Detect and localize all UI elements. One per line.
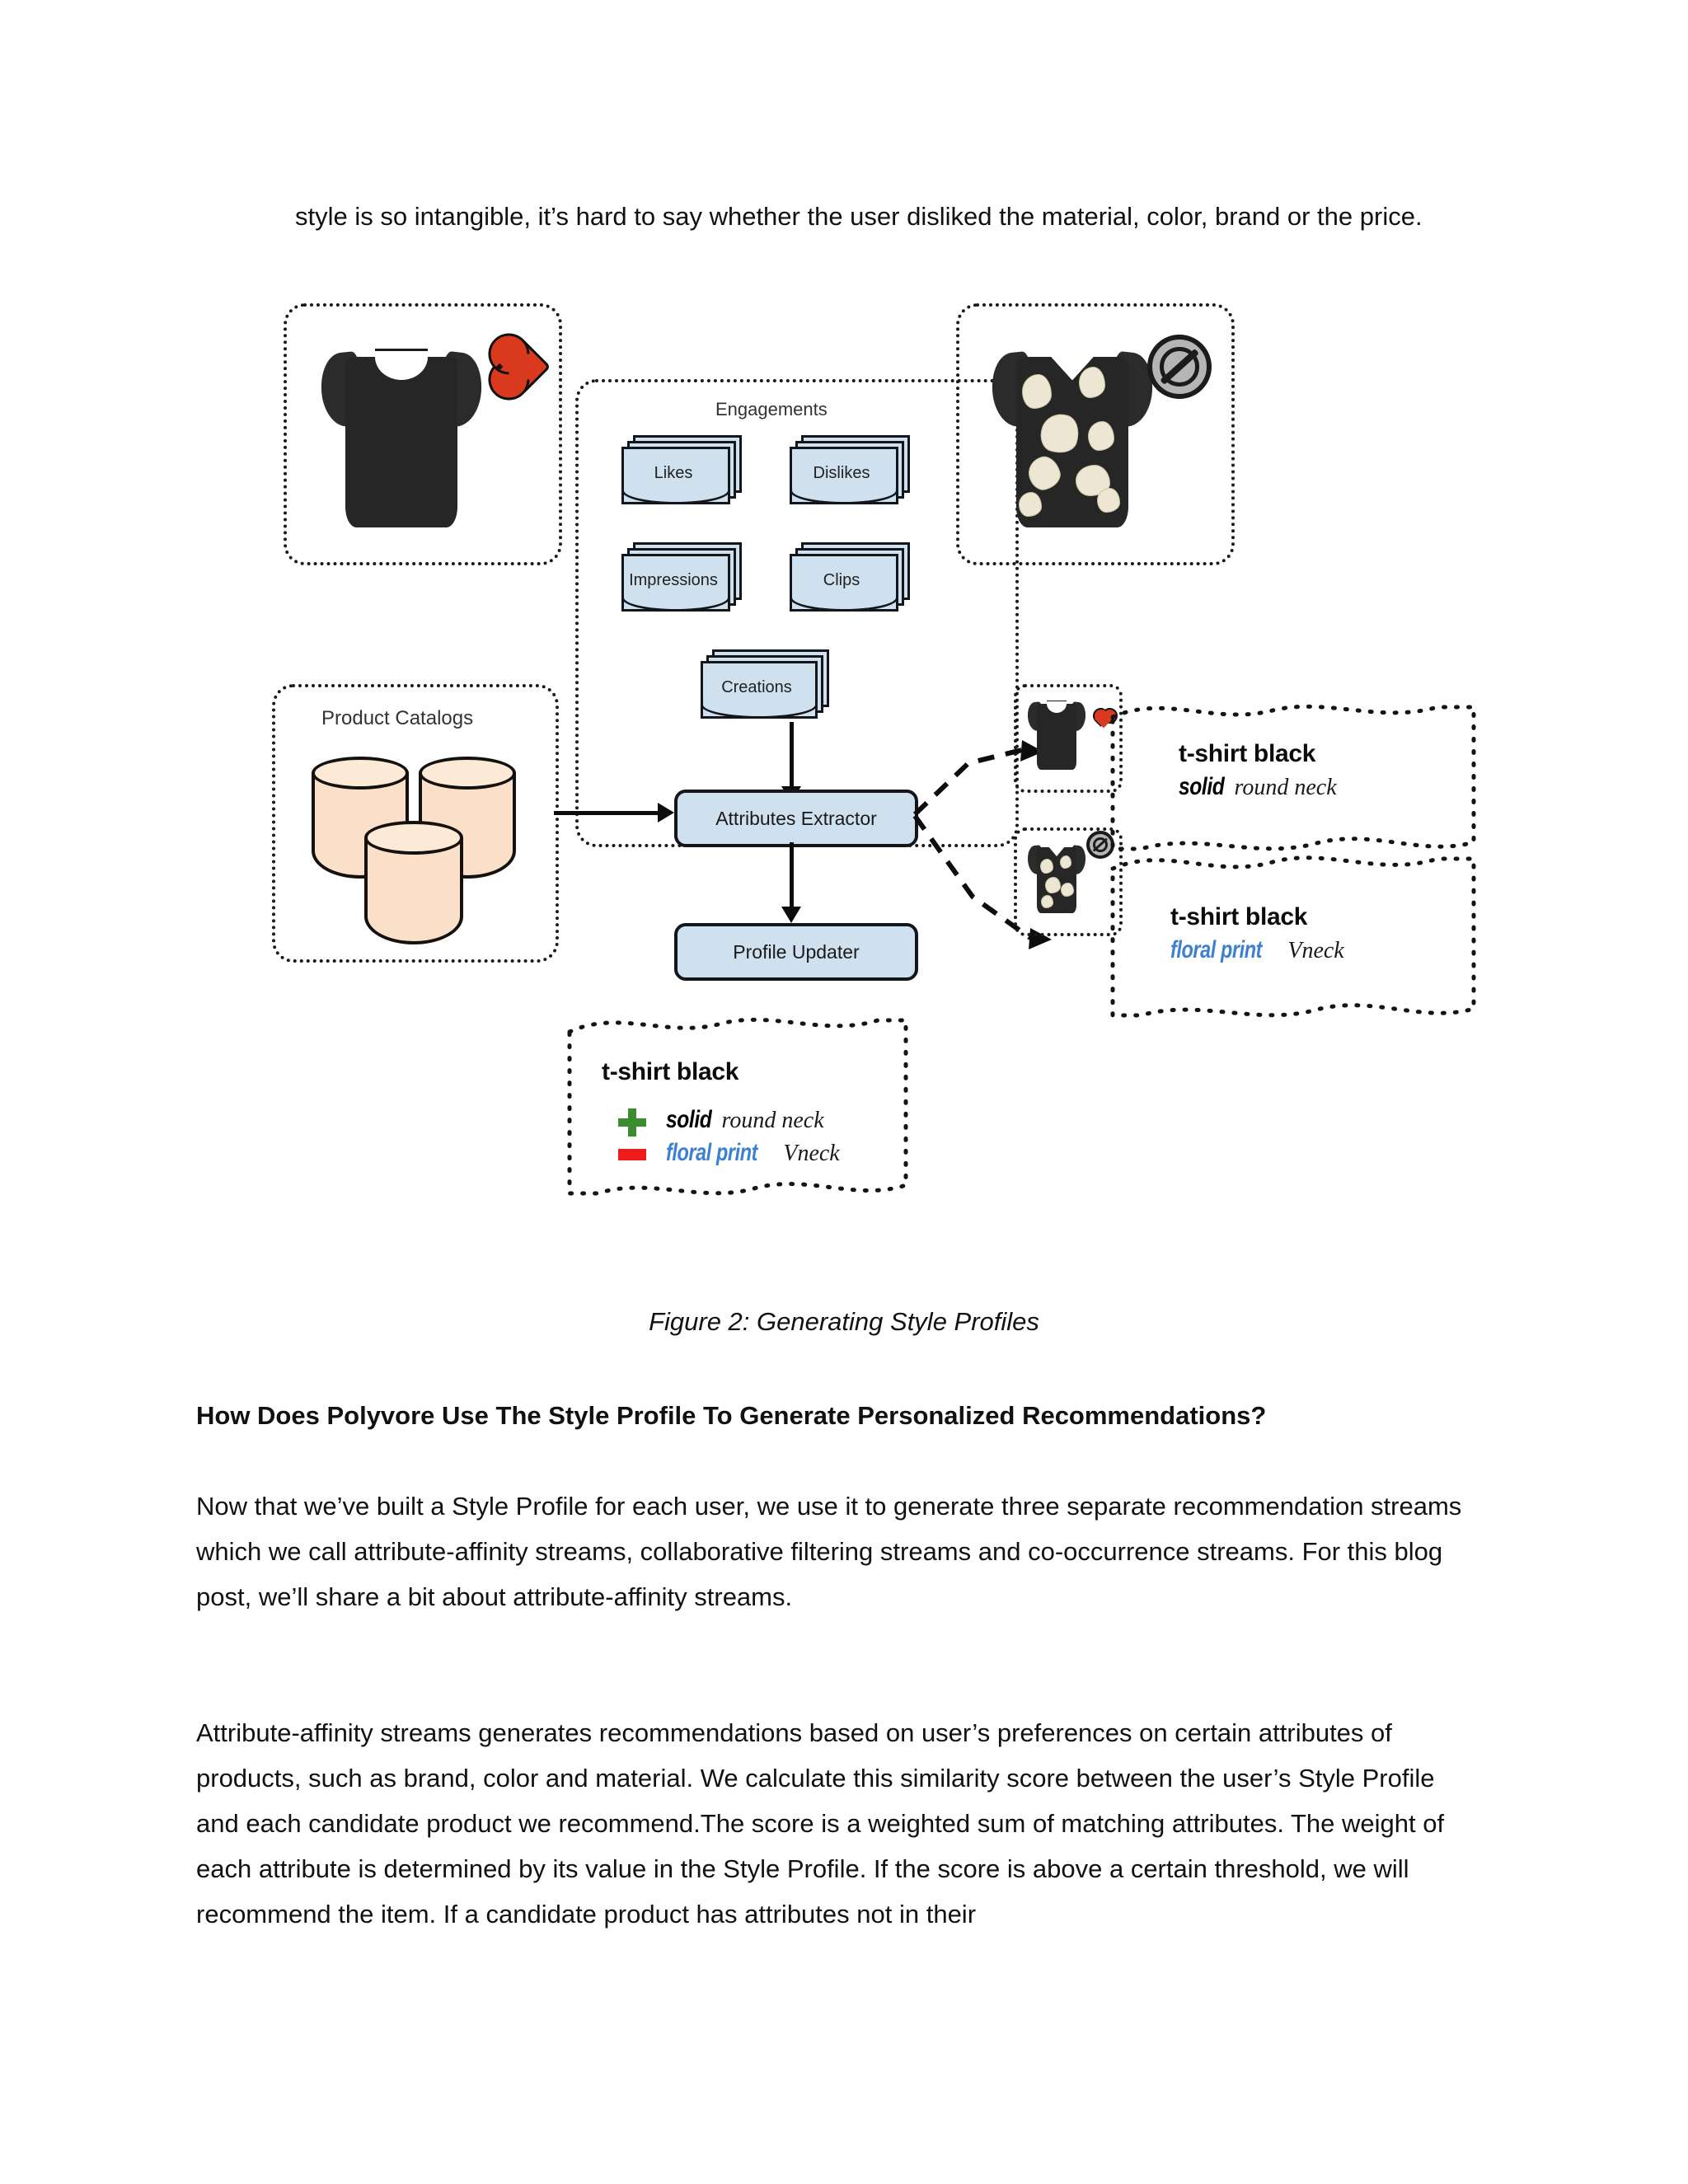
profile-updater-label: Profile Updater	[733, 940, 860, 963]
minus-sign-icon	[618, 1149, 646, 1160]
profile-negative-row	[602, 1139, 840, 1169]
figure-caption: Figure 2: Generating Style Profiles	[649, 1307, 1039, 1336]
callout-liked-title: t-shirt black	[1179, 740, 1316, 767]
attr-vneck: Vneck	[1287, 938, 1344, 963]
callout-disliked-attrs	[1170, 936, 1344, 964]
profile-attr-vneck: Vneck	[783, 1141, 840, 1166]
profile-positive-row	[602, 1106, 840, 1136]
arrow-catalogs-to-extractor	[554, 811, 659, 815]
callout-liked-attrs	[1179, 773, 1337, 801]
card-clips	[790, 542, 905, 607]
plus-sign-icon	[618, 1108, 646, 1137]
card-likes	[621, 435, 737, 499]
paragraph-one: Now that we’ve built a Style Profile for each user, we use it to generate three separate recommendation streams which we call attribute-affinity streams, collaborative filtering streams and co-occurrence streams. For this blog post, we’ll share a bit about attribute-affinity streams.	[196, 1492, 1462, 1611]
profile-attr-round-neck: round neck	[721, 1108, 824, 1133]
box-attributes-extractor	[674, 790, 918, 847]
callout-disliked-title: t-shirt black	[1170, 903, 1308, 930]
liked-tshirt-thumb	[1029, 694, 1085, 770]
card-likes-label: Likes	[654, 464, 693, 482]
arrow-extractor-to-updater	[790, 842, 794, 910]
card-impressions	[621, 542, 737, 607]
disliked-tshirt-image	[994, 331, 1151, 527]
arrow-catalogs-head	[658, 803, 674, 823]
engagements-label: Engagements	[715, 399, 828, 419]
arrow-engagements-to-extractor	[790, 722, 794, 790]
catalog-cylinder-3	[364, 821, 463, 944]
product-catalogs-label: Product Catalogs	[321, 707, 474, 729]
attr-solid: solid	[1179, 773, 1225, 800]
intro-paragraph: style is so intangible, it’s hard to say whether the user disliked the material, color, brand or the price.	[295, 202, 1423, 231]
card-clips-label: Clips	[823, 571, 860, 589]
prohibition-icon	[1147, 335, 1212, 399]
arrow-updater-head	[781, 907, 801, 923]
attr-round-neck: round neck	[1234, 775, 1337, 800]
paragraph-two: Attribute-affinity streams generates recommendations based on user’s preferences on certain attributes of products, such as brand, color and material. We calculate this similarity score between the user’s Style Profile and each candidate product we recommend.The score is a weighted sum of matching attributes. The weight of each attribute is determined by its value in the Style Profile. If the score is above a certain threshold, we will recommend the item. If a candidate product has attributes not in their	[196, 1718, 1445, 1929]
card-impressions-label: Impressions	[629, 571, 718, 589]
card-dislikes-label: Dislikes	[813, 464, 870, 482]
liked-tshirt-image	[323, 331, 480, 527]
profile-attr-floral-print: floral print	[666, 1139, 758, 1166]
card-dislikes	[790, 435, 905, 499]
section-heading: How Does Polyvore Use The Style Profile To Generate Personalized Recommendations?	[196, 1401, 1267, 1430]
attributes-extractor-label: Attributes Extractor	[715, 807, 877, 829]
callout-style-profile	[602, 1058, 840, 1169]
attr-floral-print: floral print	[1170, 936, 1263, 963]
profile-attr-solid: solid	[666, 1106, 712, 1133]
callout-liked-attributes	[1179, 740, 1337, 801]
figure-generating-style-profiles	[272, 303, 1475, 1251]
callout-profile-title: t-shirt black	[602, 1058, 739, 1085]
box-profile-updater	[674, 923, 918, 981]
callout-disliked-attributes	[1170, 903, 1344, 964]
disliked-tshirt-thumb	[1029, 837, 1085, 913]
card-creations-label: Creations	[721, 678, 792, 696]
card-creations	[701, 649, 824, 714]
